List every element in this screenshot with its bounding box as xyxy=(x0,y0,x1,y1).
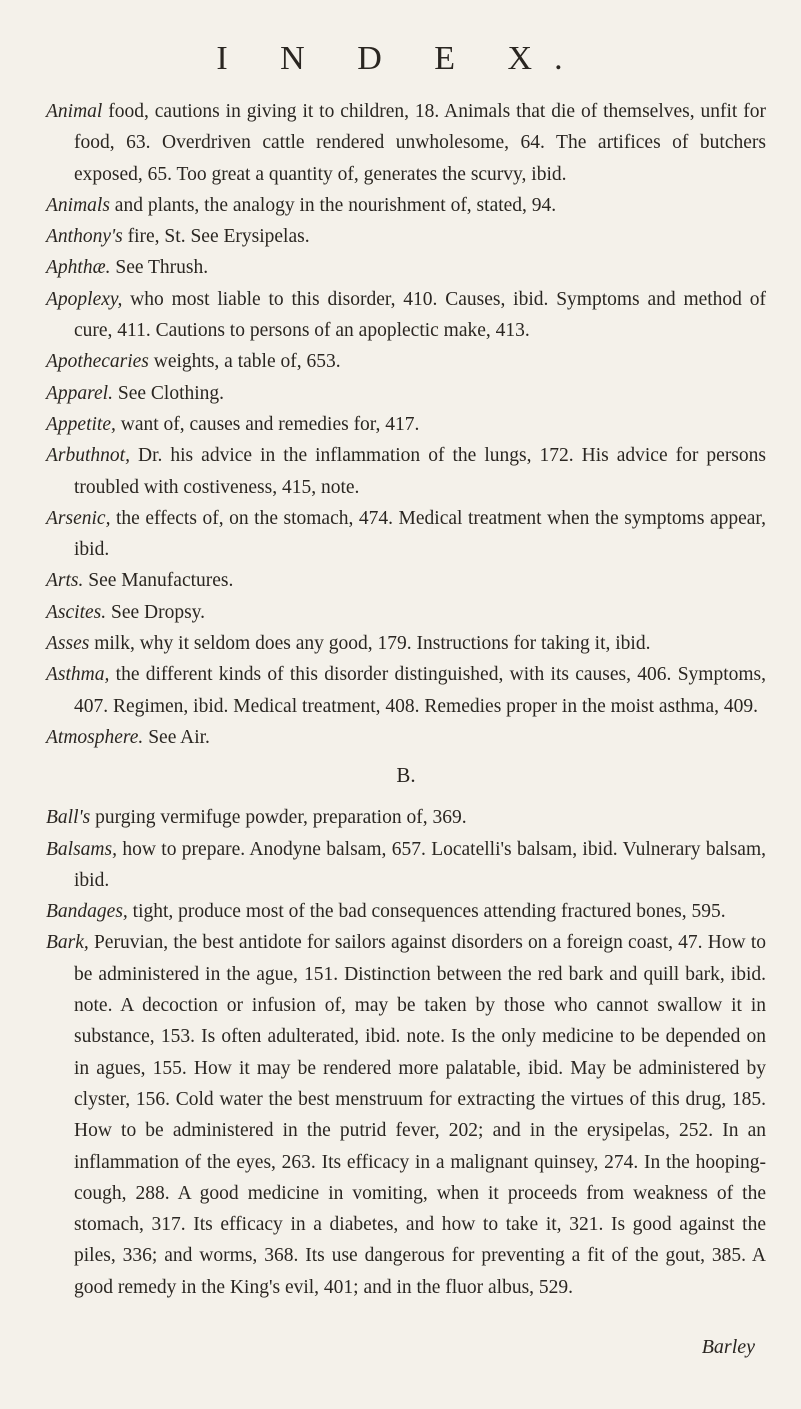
index-entry xyxy=(46,378,766,409)
section-heading-b: B. xyxy=(396,763,416,788)
index-entry xyxy=(46,346,766,377)
entry-headword: Bandages, xyxy=(46,901,128,923)
index-entries xyxy=(46,96,766,1303)
entry-headword: Bark, xyxy=(46,932,89,954)
entry-headword: Apparel. xyxy=(46,382,113,404)
entry-headword: Asses xyxy=(46,633,90,655)
index-entry xyxy=(46,565,766,596)
index-entry xyxy=(46,896,766,927)
index-entry xyxy=(46,252,766,283)
entry-headword: Animal xyxy=(46,101,103,122)
entry-headword: Animals xyxy=(46,194,110,216)
entry-text: the different kinds of this disorder distinguished, with its causes, 406. Symptoms, 407. Regimen, ibid. Medical treatment, 408. Remedies proper in the moist asthma, 409. xyxy=(74,664,766,717)
entries-section-a xyxy=(46,96,766,753)
catchword: Barley xyxy=(701,1336,755,1358)
index-entry xyxy=(46,284,766,347)
entry-text: the effects of, on the stomach, 474. Medical treatment when the symptoms appear, ibid. xyxy=(74,507,766,561)
entry-text: See Air. xyxy=(143,726,210,748)
index-entry xyxy=(46,834,766,897)
page-title: I N D E X. xyxy=(216,40,585,77)
entry-headword: Apoplexy, xyxy=(46,288,123,310)
entry-text: milk, why it seldom does any good, 179. Instructions for taking it, ibid. xyxy=(89,633,651,655)
entry-headword: Appetite, xyxy=(46,413,116,435)
entry-text: See Dropsy. xyxy=(106,601,206,623)
index-entry xyxy=(46,96,766,190)
entry-text: weights, a table of, 653. xyxy=(148,351,341,373)
entry-text: purging vermifuge powder, preparation of, 369. xyxy=(90,807,467,829)
entry-headword: Arsenic, xyxy=(46,507,111,529)
index-entry xyxy=(46,927,766,1303)
entry-headword: Arbuthnot, xyxy=(46,445,130,467)
entry-headword: Aphthæ. xyxy=(46,257,111,279)
entry-text: Peruvian, the best antidote for sailors against disorders on a foreign coast, 47. How to be administered in the ague, 151. Distinction between the red bark and quill bark, ibid. note. A decoction or infusion of, may be taken by those who cannot swallow it in substance, 153. Is often adulterated, ibid. note. Is the only medicine to be depended on in agues, 155. How it may be rendered more palatable, ibid. May be administered by clyster, 156. Cold water the best menstruum for extracting the virtues of this drug, 185. How to be administered in the putrid fever, 202; and in the erysipelas, 252. In an inflammation of the eyes, 263. Its efficacy in a malignant quinsey, 274. In the hooping-cough, 288. A good medicine in vomiting, when it proceeds from weakness of the stomach, 317. Its efficacy in a diabetes, and how to take it, 321. Is good against the piles, 336; and worms, 368. Its use dangerous for preventing a fit of the gout, 385. A good remedy in the King's evil, 401; and in the fluor albus, 529. xyxy=(74,932,766,1298)
entry-text: who most liable to this disorder, 410. Causes, ibid. Symptoms and method of cure, 411. Cautions to persons of an apoplectic make, 413. xyxy=(74,288,766,342)
entry-headword: Arts. xyxy=(46,570,84,592)
index-entry xyxy=(46,802,766,833)
index-entry xyxy=(46,440,766,503)
entries-section-b xyxy=(46,802,766,1303)
entry-text: how to prepare. Anodyne balsam, 657. Locatelli's balsam, ibid. Vulnerary balsam, ibid. xyxy=(74,838,766,891)
entry-text: See Thrush. xyxy=(110,257,209,279)
entry-text: and plants, the analogy in the nourishment of, stated, 94. xyxy=(109,194,557,216)
entry-text: See Clothing. xyxy=(112,382,225,404)
index-entry xyxy=(46,628,766,659)
entry-headword: Ball's xyxy=(46,807,91,829)
index-entry xyxy=(46,221,766,252)
index-entry xyxy=(46,409,766,440)
entry-text: See Manufactures. xyxy=(83,570,234,592)
entry-headword: Ascites. xyxy=(46,601,107,623)
entry-text: fire, St. See Erysipelas. xyxy=(122,226,310,248)
entry-text: tight, produce most of the bad consequences attending fractured bones, 595. xyxy=(127,901,726,923)
index-entry xyxy=(46,503,766,566)
index-entry xyxy=(46,722,766,753)
index-entry xyxy=(46,597,766,628)
entry-text: Dr. his advice in the inflammation of the lungs, 172. His advice for persons troubled with costiveness, 415, note. xyxy=(74,445,766,498)
entry-text: want of, causes and remedies for, 417. xyxy=(115,413,420,435)
entry-headword: Asthma, xyxy=(46,664,110,686)
entry-headword: Atmosphere. xyxy=(46,726,144,748)
entry-headword: Balsams, xyxy=(46,838,117,860)
index-entry xyxy=(46,659,766,722)
entry-headword: Apothecaries xyxy=(46,351,149,373)
index-entry xyxy=(46,190,766,221)
entry-headword: Anthony's xyxy=(46,226,123,248)
entry-text: food, cautions in giving it to children, 18. Animals that die of themselves, unfit for food, 63. Overdriven cattle rendered unwholesome, 64. The artifices of butchers exposed, 65. Too great a quantity of, generates the scurvy, ibid. xyxy=(74,101,766,185)
